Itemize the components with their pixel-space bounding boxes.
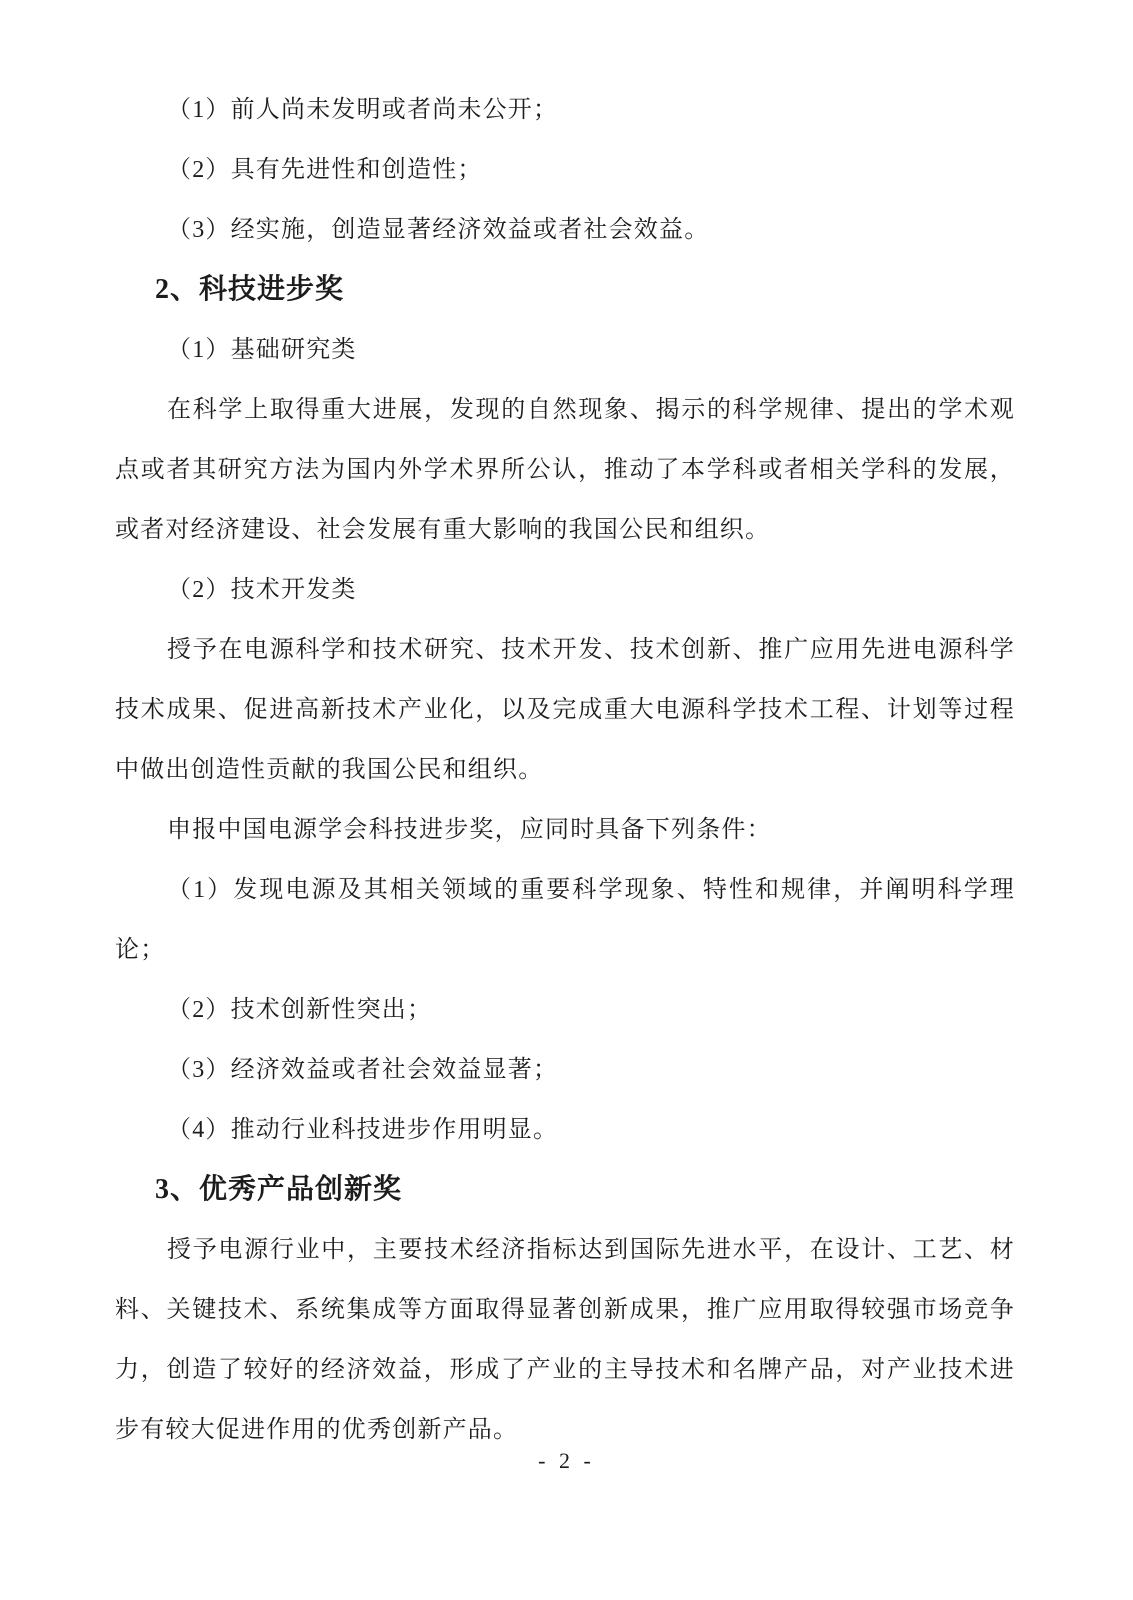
paragraph: （1）发现电源及其相关领域的重要科学现象、特性和规律，并阐明科学理论； [115,877,1015,963]
list-item: （3）经济效益或者社会效益显著； [167,1057,559,1083]
list-item: （4）推动行业科技进步作用明显。 [167,1117,559,1143]
page-number: - 2 - [538,1448,595,1473]
list-item: （2）技术开发类 [167,577,357,603]
section-heading-tech-progress-award: 2、科技进步奖 [155,274,345,305]
paragraph: 授予电源行业中，主要技术经济指标达到国际先进水平，在设计、工艺、材料、关键技术、系统集成等方面取得显著创新成果，推广应用取得较强市场竞争力，创造了较好的经济效益，形成了产业的主导技术和名牌产品，对产业技术进步有较大促进作用的优秀创新产品。 [115,1237,1015,1443]
paragraph: 在科学上取得重大进展，发现的自然现象、揭示的科学规律、提出的学术观点或者其研究方法为国内外学术界所公认，推动了本学科或者相关学科的发展，或者对经济建设、社会发展有重大影响的我国公民和组织。 [115,397,1015,543]
paragraph: 申报中国电源学会科技进步奖，应同时具备下列条件： [167,817,772,843]
list-item: （1）基础研究类 [167,337,357,363]
list-item: （3）经实施，创造显著经济效益或者社会效益。 [167,217,710,243]
list-item: （2）技术创新性突出； [167,997,433,1023]
section-heading-product-innovation-award: 3、优秀产品创新奖 [155,1174,403,1205]
list-item: （2）具有先进性和创造性； [167,157,483,183]
document-body [115,80,1015,1460]
paragraph: 授予在电源科学和技术研究、技术开发、技术创新、推广应用先进电源科学技术成果、促进高新技术产业化，以及完成重大电源科学技术工程、计划等过程中做出创造性贡献的我国公民和组织。 [115,637,1015,783]
list-item: （1）前人尚未发明或者尚未公开； [167,97,559,123]
